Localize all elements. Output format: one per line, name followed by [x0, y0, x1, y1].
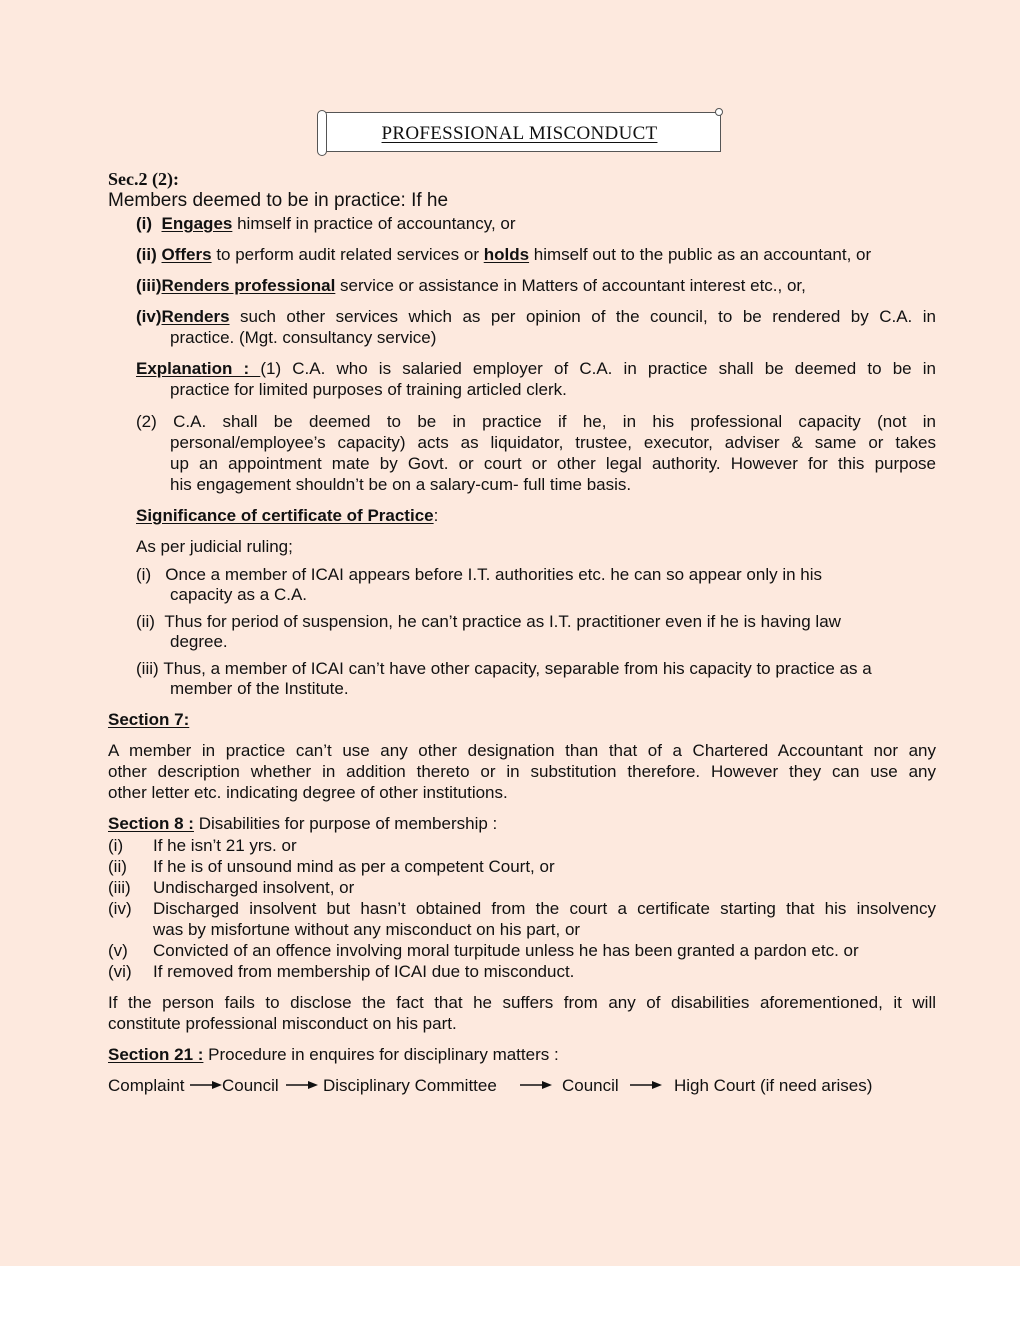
- item-num: (i): [136, 214, 153, 233]
- item-num: (ii): [136, 612, 155, 631]
- flow-step-complaint: Complaint: [108, 1076, 185, 1095]
- sec2-intro: Members deemed to be in practice: If he: [108, 190, 449, 211]
- sec8-item-text-6: If removed from membership of ICAI due to misconduct.: [153, 962, 575, 981]
- item-key: Offers: [161, 245, 212, 264]
- sec2-item-3: [136, 275, 806, 296]
- explanation-2-line-4: his engagement shouldn’t be on a salary-cum- full time basis.: [170, 475, 632, 494]
- page-title: PROFESSIONAL MISCONDUCT: [381, 123, 658, 144]
- sec8-item-text-4: Discharged insolvent but hasn’t obtained from the court a certificate starting that his insolvency: [153, 899, 936, 918]
- sec8-heading: [108, 813, 497, 834]
- sec21-subtitle: Procedure in enquires for disciplinary matters :: [203, 1045, 559, 1064]
- item-text: such other services which as per opinion of the council, to be rendered by C.A. in: [229, 307, 936, 326]
- ruling-item-2-cont: degree.: [170, 632, 228, 651]
- sec8-item-num-1: (i): [108, 836, 124, 855]
- ruling-intro: As per judicial ruling;: [136, 537, 293, 556]
- sec8-item-num-5: (v): [108, 941, 128, 960]
- scroll-curl-right: [715, 108, 723, 116]
- sec7-line-2: other description whether in addition thereto or in substitution therefore. However they can use any: [108, 762, 936, 781]
- flow-step-council-2: Council: [562, 1076, 619, 1095]
- explanation-1-cont: practice for limited purposes of training articled clerk.: [170, 380, 567, 399]
- flow-arrow-icon: [286, 1077, 320, 1093]
- sec21-title: Section 21 :: [108, 1045, 204, 1064]
- sec7-heading: Section 7:: [108, 710, 190, 729]
- item-num: (iv): [136, 307, 162, 326]
- sec8-item-text-4-cont: was by misfortune without any misconduct on his part, or: [153, 920, 581, 939]
- sec7-line-3: other letter etc. indicating degree of other institutions.: [108, 783, 508, 802]
- sec8-item-text-3: Undischarged insolvent, or: [153, 878, 355, 897]
- explanation-text: (1) C.A. who is salaried employer of C.A. in practice shall be deemed to be in: [260, 359, 936, 378]
- flow-step-high-court: High Court (if need arises): [674, 1076, 873, 1095]
- flow-arrow-icon: [190, 1077, 224, 1093]
- significance-colon: :: [433, 506, 439, 525]
- sec2-item-1: [136, 213, 516, 234]
- item-text: himself in practice of accountancy, or: [232, 214, 516, 233]
- item-key: Renders: [161, 307, 230, 326]
- sec8-item-num-3: (iii): [108, 878, 131, 897]
- sec2-item-4: [136, 306, 936, 327]
- flow-arrow-icon: [520, 1077, 554, 1093]
- sec8-item-num-2: (ii): [108, 857, 127, 876]
- item-num: (i): [136, 565, 152, 584]
- sec8-note-line-2: constitute professional misconduct on his part.: [108, 1014, 457, 1033]
- ruling-item-3-cont: member of the Institute.: [170, 679, 349, 698]
- item-num: (ii): [136, 245, 157, 264]
- item-key: Engages: [161, 214, 233, 233]
- item-key: Renders professional: [161, 276, 336, 295]
- sec7-line-1: A member in practice can’t use any other designation than that of a Chartered Accountant nor any: [108, 741, 936, 760]
- item-num: (iii): [136, 659, 159, 678]
- item-num: (iii): [136, 276, 162, 295]
- flow-arrow-icon: [630, 1077, 664, 1093]
- item-text: Thus for period of suspension, he can’t practice as I.T. practitioner even if he is having law: [164, 612, 841, 631]
- explanation-2-line-2: personal/employee’s capacity) acts as liquidator, trustee, executor, adviser & same or takes: [170, 433, 936, 452]
- item-text: Thus, a member of ICAI can’t have other capacity, separable from his capacity to practice as a: [163, 659, 872, 678]
- sec8-title: Section 8 :: [108, 814, 194, 833]
- item-text: service or assistance in Matters of accountant interest etc., or,: [335, 276, 806, 295]
- significance-heading: [136, 505, 438, 526]
- item-text: to perform audit related services or: [211, 245, 484, 264]
- sec8-subtitle: Disabilities for purpose of membership :: [193, 814, 498, 833]
- sec8-item-text-1: If he isn’t 21 yrs. or: [153, 836, 297, 855]
- item-key-2: holds: [483, 245, 530, 264]
- ruling-item-1: [136, 564, 822, 585]
- sec2-heading: Sec.2 (2):: [108, 169, 179, 189]
- sec2-item-2: [136, 244, 871, 265]
- explanation-2-line-3: up an appointment mate by Govt. or court or other legal authority. However for this purpose: [170, 454, 936, 473]
- sec8-note-line-1: If the person fails to disclose the fact that he suffers from any of disabilities aforementioned, it will: [108, 993, 936, 1012]
- sec8-item-text-2: If he is of unsound mind as per a competent Court, or: [153, 857, 555, 876]
- title-banner: [318, 112, 721, 152]
- sec8-item-num-4: (iv): [108, 899, 132, 918]
- flow-step-disciplinary-committee: Disciplinary Committee: [323, 1076, 497, 1095]
- ruling-item-2: [136, 611, 841, 632]
- explanation-1: [136, 358, 936, 379]
- sec21-heading: [108, 1044, 559, 1065]
- significance-title: Significance of certificate of Practice: [136, 506, 434, 525]
- sec8-item-text-5: Convicted of an offence involving moral turpitude unless he has been granted a pardon etc. or: [153, 941, 859, 960]
- sec8-item-num-6: (vi): [108, 962, 132, 981]
- ruling-item-3: [136, 658, 872, 679]
- flow-step-council: Council: [222, 1076, 279, 1095]
- explanation-label: Explanation :: [136, 359, 261, 378]
- item-text-rest: himself out to the public as an accountant, or: [529, 245, 872, 264]
- item-text: Once a member of ICAI appears before I.T. authorities etc. he can so appear only in his: [165, 565, 823, 584]
- sec2-item-4-cont: practice. (Mgt. consultancy service): [170, 328, 437, 347]
- ruling-item-1-cont: capacity as a C.A.: [170, 585, 308, 604]
- explanation-2-line-1: (2) C.A. shall be deemed to be in practice if he, in his professional capacity (not in: [136, 412, 936, 431]
